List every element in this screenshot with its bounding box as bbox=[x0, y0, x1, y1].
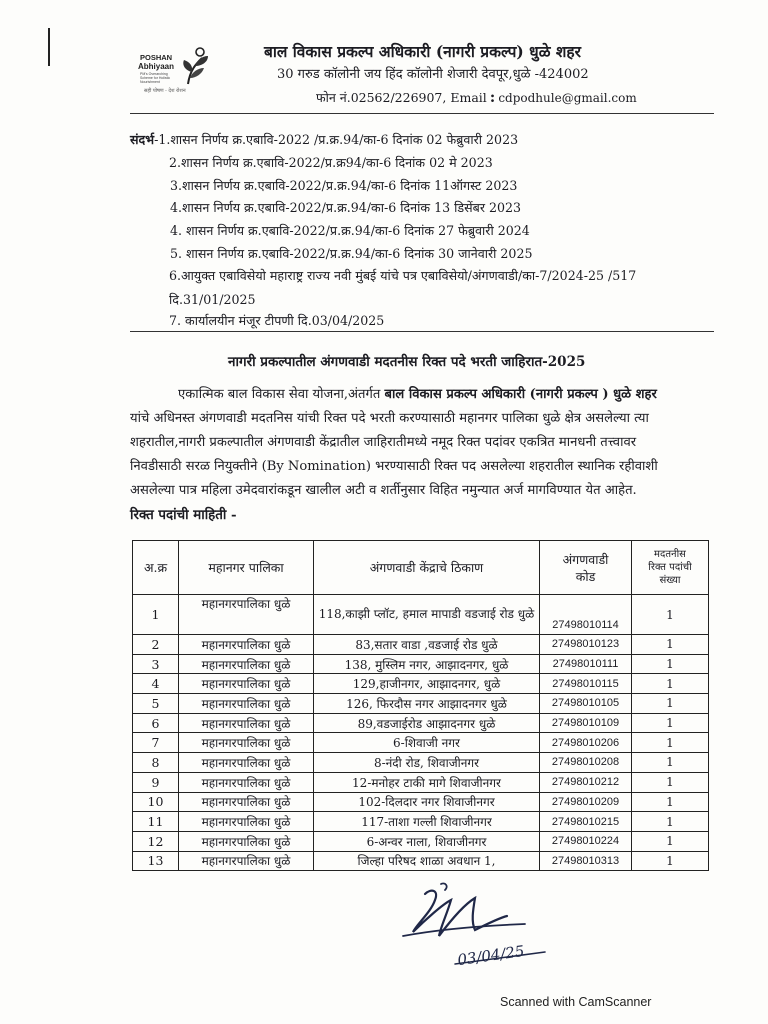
cell-sr: 1 bbox=[133, 595, 179, 635]
reference-item: दि.31/01/2025 bbox=[169, 292, 256, 307]
cell-sr: 2 bbox=[133, 635, 179, 655]
cell-code: 27498010114 bbox=[540, 595, 632, 635]
cell-location: 8-नंदी रोड, शिवाजीनगर bbox=[314, 753, 540, 773]
header-count-line3: संख्या bbox=[659, 575, 681, 586]
cell-location: 12-मनोहर टाकी मागे शिवाजीनगर bbox=[314, 772, 540, 792]
cell-count: 1 bbox=[632, 694, 709, 714]
cell-count: 1 bbox=[632, 792, 709, 812]
cell-city: महानगरपालिका धुळे bbox=[179, 772, 314, 792]
cell-count: 1 bbox=[632, 635, 709, 655]
logo-motto: सही पोषण - देश रोशन bbox=[144, 88, 186, 94]
cell-sr: 6 bbox=[133, 713, 179, 733]
cell-sr: 12 bbox=[133, 831, 179, 851]
cell-city: महानगरपालिका धुळे bbox=[179, 694, 314, 714]
cell-city: महानगरपालिका धुळे bbox=[179, 851, 314, 871]
cell-count: 1 bbox=[632, 772, 709, 792]
logo-line2: Abhiyaan bbox=[138, 62, 175, 71]
cell-count: 1 bbox=[632, 753, 709, 773]
cell-count: 1 bbox=[632, 812, 709, 832]
table-row bbox=[133, 733, 709, 753]
table-row bbox=[133, 831, 709, 851]
cell-city: महानगरपालिका धुळे bbox=[179, 713, 314, 733]
header-count-line1: मदतनीस bbox=[654, 549, 686, 560]
reference-item: 2.शासन निर्णय क्र.एबावि-2022/प्र.क्र94/का-6 दिनांक 02 मे 2023 bbox=[169, 155, 493, 170]
cell-code: 27498010111 bbox=[540, 654, 632, 674]
cell-location: जिल्हा परिषद शाळा अवधान 1, bbox=[314, 851, 540, 871]
cell-code: 27498010215 bbox=[540, 812, 632, 832]
handwritten-signature bbox=[395, 880, 585, 970]
paragraph-bold-office: बाल विकास प्रकल्प अधिकारी (नागरी प्रकल्प ) धुळे शहर bbox=[384, 387, 657, 402]
cell-count: 1 bbox=[632, 831, 709, 851]
cell-location: 83,सतार वाडा ,वडजाई रोड धुळे bbox=[314, 635, 540, 655]
cell-location: 6-शिवाजी नगर bbox=[314, 733, 540, 753]
cell-location: 117-ताशा गल्ली शिवाजीनगर bbox=[314, 812, 540, 832]
header-count bbox=[632, 541, 709, 595]
cell-sr: 11 bbox=[133, 812, 179, 832]
cell-code: 27498010224 bbox=[540, 831, 632, 851]
table-row bbox=[133, 792, 709, 812]
reference-text: -1.शासन निर्णय क्र.एबावि-2022 /प्र.क्र.94/का-6 दिनांक 02 फेब्रुवारी 2023 bbox=[154, 132, 519, 147]
cell-location: 6-अन्वर नाला, शिवाजीनगर bbox=[314, 831, 540, 851]
office-title: बाल विकास प्रकल्प अधिकारी (नागरी प्रकल्प) धुळे शहर bbox=[264, 42, 581, 61]
cell-count: 1 bbox=[632, 851, 709, 871]
cell-code: 27498010105 bbox=[540, 694, 632, 714]
cell-city: महानगरपालिका धुळे bbox=[179, 812, 314, 832]
office-address: 30 गरुड कॉलोनी जय हिंद कॉलोनी शेजारी देवपूर,धुळे -424002 bbox=[277, 67, 589, 82]
cell-city: महानगरपालिका धुळे bbox=[179, 792, 314, 812]
header-rule bbox=[130, 113, 714, 114]
cell-sr: 9 bbox=[133, 772, 179, 792]
table-row bbox=[133, 851, 709, 871]
paragraph-line: असलेल्या पात्र महिला उमेदवारांकडून खालील अटी व शर्तीनुसार विहित नमुन्यात अर्ज मागविण्यात येत आहेत. bbox=[130, 483, 637, 498]
table-row bbox=[133, 595, 709, 635]
cell-sr: 3 bbox=[133, 654, 179, 674]
logo-line1: POSHAN bbox=[140, 53, 173, 62]
contact-separator: : bbox=[489, 88, 496, 106]
office-contact bbox=[316, 88, 637, 106]
notice-title: नागरी प्रकल्पातील अंगणवाडी मदतनीस रिक्त पदे भरती जाहिरात-2025 bbox=[228, 354, 586, 370]
poshan-emblem-icon bbox=[178, 46, 212, 86]
cell-code: 27498010115 bbox=[540, 674, 632, 694]
table-row bbox=[133, 772, 709, 792]
paragraph-line: यांचे अधिनस्त अंगणवाडी मदतनिस यांची रिक्त पदे भरती करण्यासाठी महानगर पालिका धुळे क्षेत्र असलेल्या त्या bbox=[130, 411, 649, 426]
vacancy-table bbox=[132, 540, 709, 871]
cell-city: महानगरपालिका धुळे bbox=[179, 674, 314, 694]
cell-city: महानगरपालिका धुळे bbox=[179, 831, 314, 851]
cell-sr: 7 bbox=[133, 733, 179, 753]
reference-item bbox=[130, 131, 518, 148]
cell-location: 138, मुस्लिम नगर, आझादनगर, धुळे bbox=[314, 654, 540, 674]
header-code-line2: कोड bbox=[575, 568, 596, 584]
cell-location: 118,काझी प्लॉट, हमाल मापाडी वडजाई रोड धुळे bbox=[314, 595, 540, 635]
cell-sr: 13 bbox=[133, 851, 179, 871]
references-rule bbox=[130, 331, 714, 332]
table-row bbox=[133, 753, 709, 773]
cell-location: 102-दिलदार नगर शिवाजीनगर bbox=[314, 792, 540, 812]
cell-city: महानगरपालिका धुळे bbox=[179, 733, 314, 753]
table-row bbox=[133, 635, 709, 655]
logo-tagline: PM's Overarching Scheme for Holistic Nourishment bbox=[140, 72, 171, 84]
cell-city: महानगरपालिका धुळे bbox=[179, 654, 314, 674]
table-row bbox=[133, 674, 709, 694]
cell-count: 1 bbox=[632, 733, 709, 753]
cell-code: 27498010206 bbox=[540, 733, 632, 753]
cell-count: 1 bbox=[632, 713, 709, 733]
paragraph-text: एकात्मिक बाल विकास सेवा योजना,अंतर्गत bbox=[178, 387, 385, 402]
cell-code: 27498010123 bbox=[540, 635, 632, 655]
cell-count: 1 bbox=[632, 674, 709, 694]
margin-mark bbox=[48, 28, 50, 66]
poshan-logo bbox=[134, 44, 216, 100]
reference-item: 6.आयुक्त एबाविसेयो महाराष्ट्र राज्य नवी मुंबई यांचे पत्र एबाविसेयो/अंगणवाडी/का-7/2024-25 /517 bbox=[169, 268, 637, 283]
cell-sr: 8 bbox=[133, 753, 179, 773]
cell-sr: 10 bbox=[133, 792, 179, 812]
table-row bbox=[133, 694, 709, 714]
cell-code: 27498010212 bbox=[540, 772, 632, 792]
reference-item: 5. शासन निर्णय क्र.एबावि-2022/प्र.क्र.94/का-6 दिनांक 30 जानेवारी 2025 bbox=[170, 246, 533, 261]
contact-phone: फोन नं.02562/226907, Email bbox=[316, 90, 487, 105]
cell-code: 27498010208 bbox=[540, 753, 632, 773]
cell-location: 89,वडजाईरोड आझादनगर धुळे bbox=[314, 713, 540, 733]
cell-sr: 4 bbox=[133, 674, 179, 694]
cell-sr: 5 bbox=[133, 694, 179, 714]
paragraph-line bbox=[178, 384, 657, 402]
header-location: अंगणवाडी केंद्राचे ठिकाण bbox=[314, 541, 540, 595]
contact-email: cdpodhule@gmail.com bbox=[498, 91, 637, 105]
cell-city: महानगरपालिका धुळे bbox=[179, 595, 314, 635]
section-heading: रिक्त पदांची माहिती - bbox=[130, 507, 237, 523]
scanner-watermark: Scanned with CamScanner bbox=[500, 995, 652, 1009]
cell-count: 1 bbox=[632, 595, 709, 635]
header-code bbox=[540, 541, 632, 595]
header-code-line1: अंगणवाडी bbox=[562, 551, 609, 567]
cell-code: 27498010313 bbox=[540, 851, 632, 871]
table-row bbox=[133, 713, 709, 733]
header-count-line2: रिक्त पदांची bbox=[648, 562, 692, 573]
cell-location: 129,हाजीनगर, आझादनगर, धुळे bbox=[314, 674, 540, 694]
cell-location: 126, फिरदौस नगर आझादनगर धुळे bbox=[314, 694, 540, 714]
paragraph-line: निवडीसाठी सरळ नियुक्तीने (By Nomination) भरण्यासाठी रिक्त पद असलेल्या शहरातील स्थानिक रहीवाशी bbox=[130, 459, 658, 474]
table-row bbox=[133, 654, 709, 674]
cell-city: महानगरपालिका धुळे bbox=[179, 635, 314, 655]
reference-item: 3.शासन निर्णय क्र.एबावि-2022/प्र.क्र.94/का-6 दिनांक 11ऑगस्ट 2023 bbox=[170, 178, 518, 193]
reference-label: संदर्भ bbox=[130, 132, 155, 147]
table-row bbox=[133, 812, 709, 832]
cell-code: 27498010109 bbox=[540, 713, 632, 733]
cell-count: 1 bbox=[632, 654, 709, 674]
cell-code: 27498010209 bbox=[540, 792, 632, 812]
header-city: महानगर पालिका bbox=[179, 541, 314, 595]
reference-item: 4. शासन निर्णय क्र.एबावि-2022/प्र.क्र.94/का-6 दिनांक 27 फेब्रुवारी 2024 bbox=[170, 223, 530, 238]
reference-item: 7. कार्यालयीन मंजूर टीपणी दि.03/04/2025 bbox=[169, 313, 385, 328]
paragraph-line: शहरातील,नागरी प्रकल्पातील अंगणवाडी केंद्रातील जाहिरातीमध्ये नमूद रिक्त पदांवर एकत्रित मानधनी तत्त्वावर bbox=[130, 435, 637, 450]
cell-city: महानगरपालिका धुळे bbox=[179, 753, 314, 773]
table-header-row bbox=[133, 541, 709, 595]
header-sr: अ.क्र bbox=[133, 541, 179, 595]
signature-date: 03/04/25 bbox=[456, 941, 526, 970]
reference-item: 4.शासन निर्णय क्र.एबावि-2022/प्र.क्र.94/का-6 दिनांक 13 डिसेंबर 2023 bbox=[170, 200, 522, 215]
